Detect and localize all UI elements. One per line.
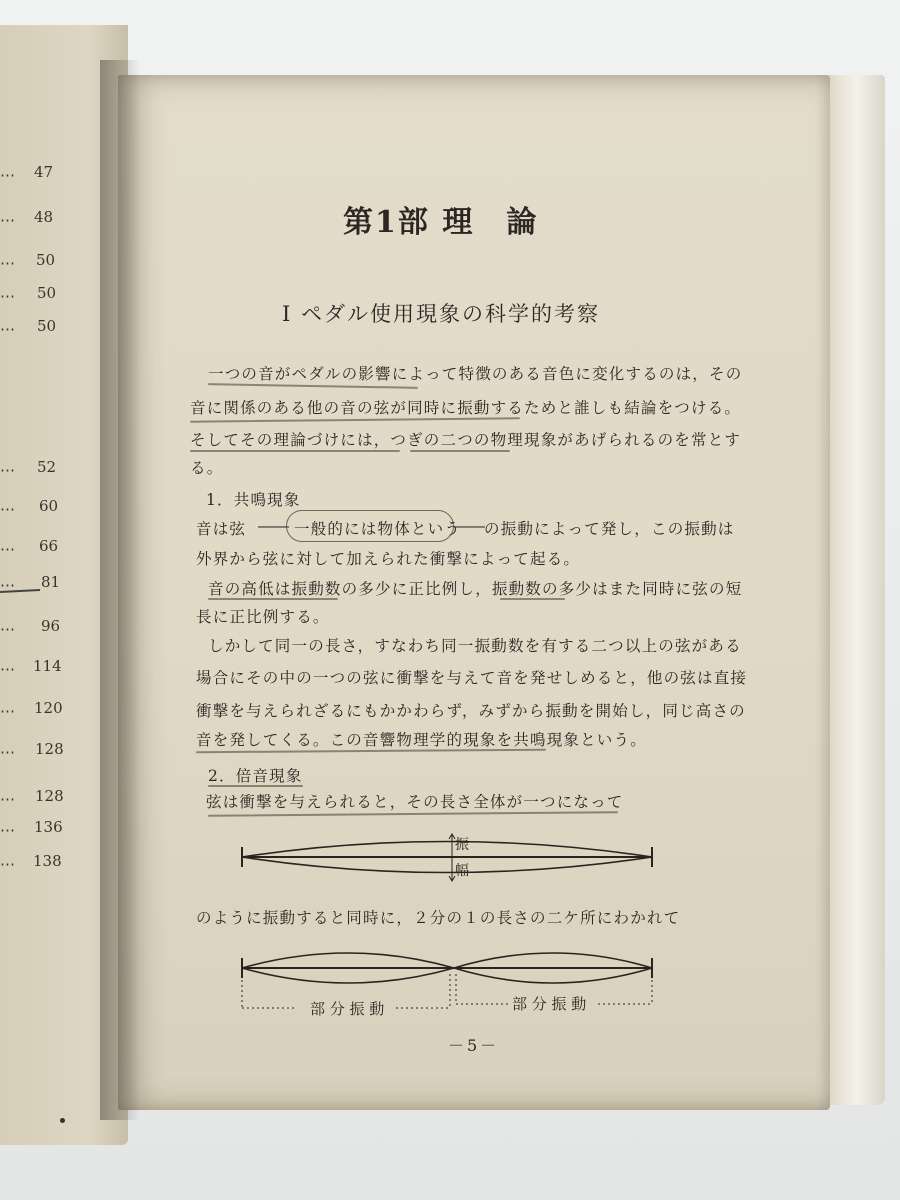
toc-page-number: 138	[33, 852, 62, 870]
toc-row: ⋯ 50	[0, 284, 57, 305]
page-mark	[60, 1118, 65, 1123]
toc-row: ⋯ 96	[0, 617, 61, 638]
pencil-underline	[410, 450, 510, 452]
spine-shadow	[100, 60, 140, 1120]
text-span: 一般的には物体という	[294, 520, 462, 538]
text-line: 音の高低は振動数の多少に正比例し，振動数の多少はまた同時に弦の短	[208, 580, 743, 598]
text-line: 長に正比例する。	[196, 608, 330, 626]
text-line: そしてその理論づけには，つぎの二つの物理現象があげられるのを常とす	[190, 431, 742, 449]
text-span: 音は弦	[196, 520, 247, 538]
toc-page-number: 81	[41, 573, 61, 591]
pencil-underline	[500, 598, 565, 600]
text-line: しかして同一の長さ，すなわち同一振動数を有する二つ以上の弦がある	[208, 637, 742, 655]
toc-row: ⋯ 120	[0, 699, 63, 720]
toc-page-number: 50	[37, 284, 57, 302]
pencil-underline	[190, 450, 400, 452]
amplitude-label: 幅	[455, 863, 469, 879]
partial-vibration-label: 部 分 振 動	[512, 995, 587, 1013]
text-line: る。	[190, 459, 224, 477]
toc-row: ⋯ 60	[0, 497, 59, 518]
toc-row: ⋯ 47	[0, 163, 54, 184]
text-line: 外界から弦に対して加えられた衝撃によって起る。	[196, 550, 581, 568]
pencil-underline	[208, 598, 338, 600]
toc-page-number: 60	[39, 497, 59, 515]
toc-page-number: 96	[41, 617, 61, 635]
part-title: 第1部 理 論	[343, 205, 539, 240]
page-number: －5－	[448, 1036, 500, 1055]
toc-row: ⋯ 138	[0, 852, 62, 873]
toc-page-number: 114	[33, 657, 62, 675]
text-line: 弦は衝撃を与えられると，その長さ全体が一つになって	[206, 793, 624, 811]
toc-page-number: 120	[34, 699, 63, 717]
toc-page-number: 48	[34, 208, 54, 226]
toc-page-number: 128	[35, 787, 64, 805]
dash: ――	[454, 517, 485, 535]
text-line: 場合にその中の一つの弦に衝撃を与えて音を発せしめると，他の弦は直接	[196, 669, 748, 687]
toc-row: ⋯ 81	[0, 573, 61, 594]
toc-row: ⋯ 128	[0, 787, 64, 808]
subheading: 1．共鳴現象	[206, 491, 301, 509]
text-line: 衝撃を与えられざるにもかかわらず，みずから振動を開始し，同じ高さの	[196, 702, 746, 720]
diagram-whole-vibration	[236, 830, 660, 886]
diagram-partial-vibration	[236, 944, 660, 1016]
toc-row: ⋯ 114	[0, 657, 62, 678]
toc-page-number: 50	[37, 317, 57, 335]
toc-page-number: 52	[37, 458, 57, 476]
toc-row: ⋯ 50	[0, 251, 56, 272]
toc-row: ⋯ 66	[0, 537, 59, 558]
pencil-underline	[208, 785, 303, 787]
toc-page-number: 50	[36, 251, 56, 269]
partial-vibration-label: 部 分 振 動	[310, 1000, 385, 1018]
text-line: 一つの音がペダルの影響によって特徴のある音色に変化するのは，その	[208, 365, 743, 383]
toc-page-number: 66	[39, 537, 59, 555]
text-line: のように振動すると同時に，２分の１の長さの二ケ所にわかれて	[196, 909, 681, 927]
toc-row: ⋯ 48	[0, 208, 54, 229]
amplitude-label: 振	[455, 837, 469, 853]
dash: ――	[258, 517, 289, 535]
toc-row: ⋯ 50	[0, 317, 57, 338]
toc-page-number: 136	[34, 818, 63, 836]
toc-row: ⋯ 136	[0, 818, 63, 839]
text-line: 音を発してくる。この音響物理学的現象を共鳴現象という。	[196, 731, 647, 749]
subheading: 2．倍音現象	[208, 767, 303, 785]
toc-page-number: 47	[34, 163, 54, 181]
text-line: 音に関係のある他の音の弦が同時に振動するためと誰しも結論をつける。	[190, 399, 742, 417]
section-title: I ペダル使用現象の科学的考察	[282, 302, 600, 326]
toc-row: ⋯ 128	[0, 740, 64, 761]
toc-row: ⋯ 52	[0, 458, 57, 479]
toc-page-number: 128	[35, 740, 64, 758]
text-span: の振動によって発し，この振動は	[484, 520, 735, 538]
